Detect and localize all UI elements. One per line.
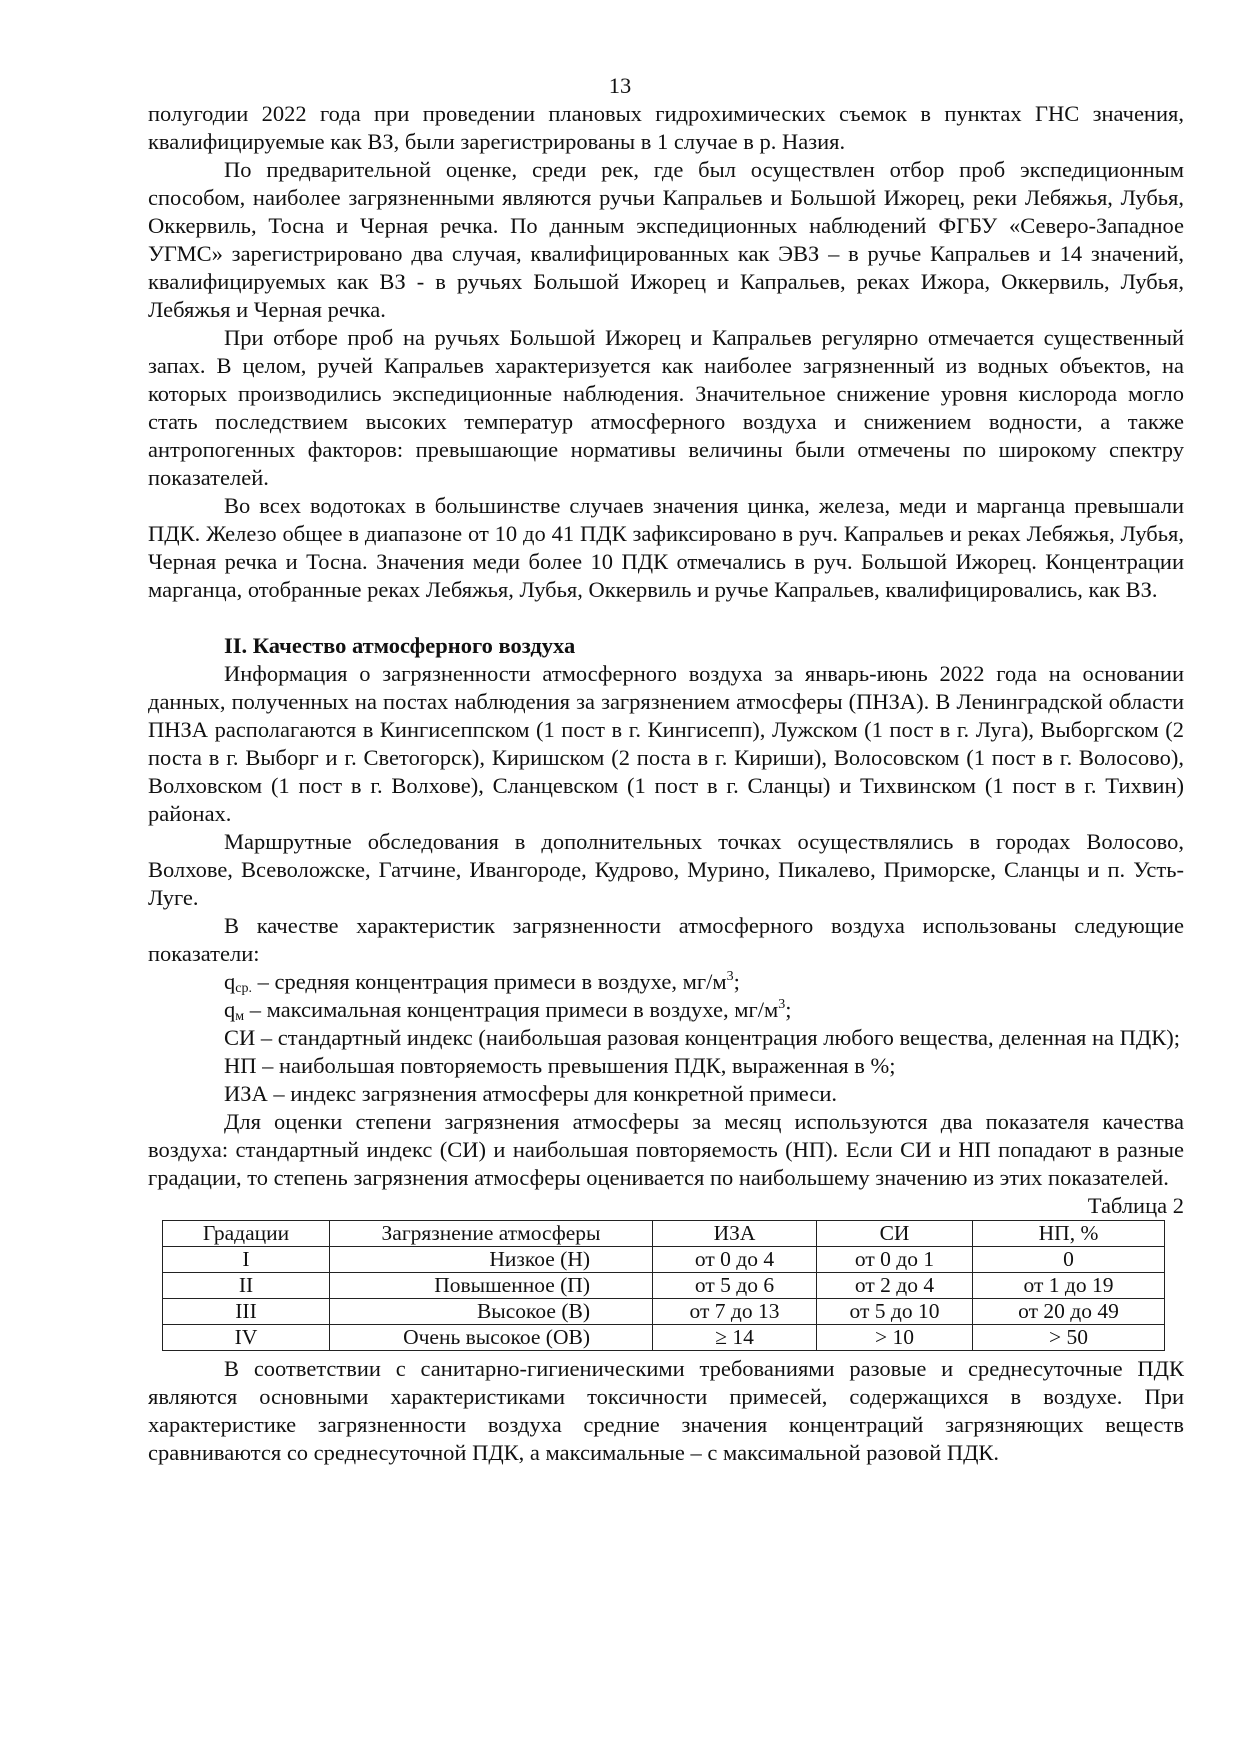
table-row: [163, 1299, 1165, 1325]
table-cell: > 10: [817, 1325, 973, 1351]
paragraph-continuation: полугодии 2022 года при проведении плановых гидрохимических съемок в пунктах ГНС значения, квалифицируемые как ВЗ, были зарегистрированы в 1 случае в р. Назия.: [148, 101, 1184, 154]
table-cell: Низкое (Н): [330, 1247, 653, 1273]
table-cell: от 7 до 13: [653, 1299, 817, 1325]
table-cell: III: [163, 1299, 330, 1325]
table-cell: от 1 до 19: [973, 1273, 1165, 1299]
table-cell: I: [163, 1247, 330, 1273]
page-body: [148, 100, 1184, 1467]
paragraph-sanitary-requirements: В соответствии с санитарно-гигиеническими требованиями разовые и среднесуточные ПДК являются основными характеристиками токсичности примесей, содержащихся в воздухе. При характеристике загрязненности воздуха средние значения концентраций загрязняющих веществ сравниваются со среднесуточной ПДК, а максимальные – с максимальной разовой ПДК.: [148, 1356, 1184, 1465]
definition-si: СИ – стандартный индекс (наибольшая разовая концентрация любого вещества, деленная на ПДК);: [224, 1025, 1180, 1050]
table-cell: от 20 до 49: [973, 1299, 1165, 1325]
definition-np: НП – наибольшая повторяемость превышения ПДК, выраженная в %;: [224, 1053, 896, 1078]
table-row: [163, 1273, 1165, 1299]
table-cell: от 2 до 4: [817, 1273, 973, 1299]
formula-end: ;: [733, 969, 740, 994]
paragraph-evaluation: Для оценки степени загрязнения атмосферы за месяц используются два показателя качества воздуха: стандартный индекс (СИ) и наибольшая повторяемость (НП). Если СИ и НП попадают в разные градации, то степень загрязнения атмосферы оценивается по наибольшему значению из этих показателей.: [148, 1109, 1184, 1190]
paragraph-route-surveys: Маршрутные обследования в дополнительных точках осуществлялись в городах Волосово, Волхове, Всеволожске, Гатчине, Ивангороде, Кудрово, Мурино, Пикалево, Приморске, Сланцы и п. Усть-Луге.: [148, 829, 1184, 910]
table-header-cell: Градации: [163, 1221, 330, 1247]
formula-text: – максимальная концентрация примеси в воздухе, мг/м: [244, 997, 779, 1022]
table-cell: Очень высокое (ОВ): [330, 1325, 653, 1351]
table-header-cell: ИЗА: [653, 1221, 817, 1247]
formula-symbol: q: [224, 997, 236, 1022]
formula-q-mean: [148, 968, 1184, 996]
formula-text: – средняя концентрация примеси в воздухе, мг/м: [251, 969, 727, 994]
formula-subscript: м: [235, 1009, 245, 1024]
table-row: [163, 1325, 1165, 1351]
gradation-table: [162, 1220, 1165, 1351]
section-heading: II. Качество атмосферного воздуха: [224, 633, 576, 658]
table-header-row: [163, 1221, 1165, 1247]
page-number: 13: [608, 73, 632, 98]
table-cell: от 5 до 6: [653, 1273, 817, 1299]
paragraph-monitoring-posts: Информация о загрязненности атмосферного воздуха за январь-июнь 2022 года на основании данных, полученных на постах наблюдения за загрязнением атмосферы (ПНЗА). В Ленинградской области ПНЗА располагаются в Кингисеппском (1 пост в г. Кингисепп), Лужском (1 пост в г. Луга), Выборгском (2 поста в г. Выборг и г. Светогорск), Киришском (2 поста в г. Кириши), Волосовском (1 пост в г. Волосово), Волховском (1 пост в г. Волхове), Сланцевском (1 пост в г. Сланцы) и Тихвинском (1 пост в г. Тихвин) районах.: [148, 661, 1184, 826]
table-cell: IV: [163, 1325, 330, 1351]
table-cell: Повышенное (П): [330, 1273, 653, 1299]
table-cell: > 50: [973, 1325, 1165, 1351]
paragraph-metals: Во всех водотоках в большинстве случаев значения цинка, железа, меди и марганца превышали ПДК. Железо общее в диапазоне от 10 до 41 ПДК зафиксировано в руч. Капральев и реках Лебяжья, Лубья, Черная речка и Тосна. Значения меди более 10 ПДК отмечались в руч. Большой Ижорец. Концентрации марганца, отобранные реках Лебяжья, Лубья, Оккервиль и ручье Капральев, квалифицировались, как ВЗ.: [148, 493, 1184, 602]
spacer: [148, 604, 1184, 632]
formula-subscript: ср.: [235, 981, 252, 996]
table-header-cell: НП, %: [973, 1221, 1165, 1247]
definition-iza: ИЗА – индекс загрязнения атмосферы для конкретной примеси.: [224, 1081, 838, 1106]
table-header-cell: Загрязнение атмосферы: [330, 1221, 653, 1247]
paragraph-odor-observation: При отборе проб на ручьях Большой Ижорец и Капральев регулярно отмечается существенный запах. В целом, ручей Капральев характеризуется как наиболее загрязненный из водных объектов, на которых производились экспедиционные наблюдения. Значительное снижение уровня кислорода могло стать последствием высоких температур атмосферного воздуха и снижением водности, а также антропогенных факторов: превышающие нормативы величины были отмечены по широкому спектру показателей.: [148, 325, 1184, 490]
formula-q-max: [148, 996, 1184, 1024]
table-cell: II: [163, 1273, 330, 1299]
table-cell: от 0 до 1: [817, 1247, 973, 1273]
table-cell: от 0 до 4: [653, 1247, 817, 1273]
formula-symbol: q: [224, 969, 236, 994]
table-row: [163, 1247, 1165, 1273]
table-header-cell: СИ: [817, 1221, 973, 1247]
paragraph-indicators-intro: В качестве характеристик загрязненности атмосферного воздуха использованы следующие показатели:: [148, 913, 1184, 966]
formula-superscript: 3: [726, 969, 734, 984]
table-caption: Таблица 2: [1087, 1193, 1184, 1218]
table-cell: Высокое (В): [330, 1299, 653, 1325]
paragraph-rivers-assessment: По предварительной оценке, среди рек, где был осуществлен отбор проб экспедиционным способом, наиболее загрязненными являются ручьи Капральев и Большой Ижорец, реки Лебяжья, Лубья, Оккервиль, Тосна и Черная речка. По данным экспедиционных наблюдений ФГБУ «Северо-Западное УГМС» зарегистрировано два случая, квалифицированных как ЭВЗ – в ручье Капральев и 14 значений, квалифицируемых как ВЗ - в ручьях Большой Ижорец и Капральев, реках Ижора, Оккервиль, Лубья, Лебяжья и Черная речка.: [148, 157, 1184, 322]
formula-superscript: 3: [778, 997, 786, 1012]
table-cell: ≥ 14: [653, 1325, 817, 1351]
formula-end: ;: [785, 997, 792, 1022]
table-cell: 0: [973, 1247, 1165, 1273]
table-cell: от 5 до 10: [817, 1299, 973, 1325]
